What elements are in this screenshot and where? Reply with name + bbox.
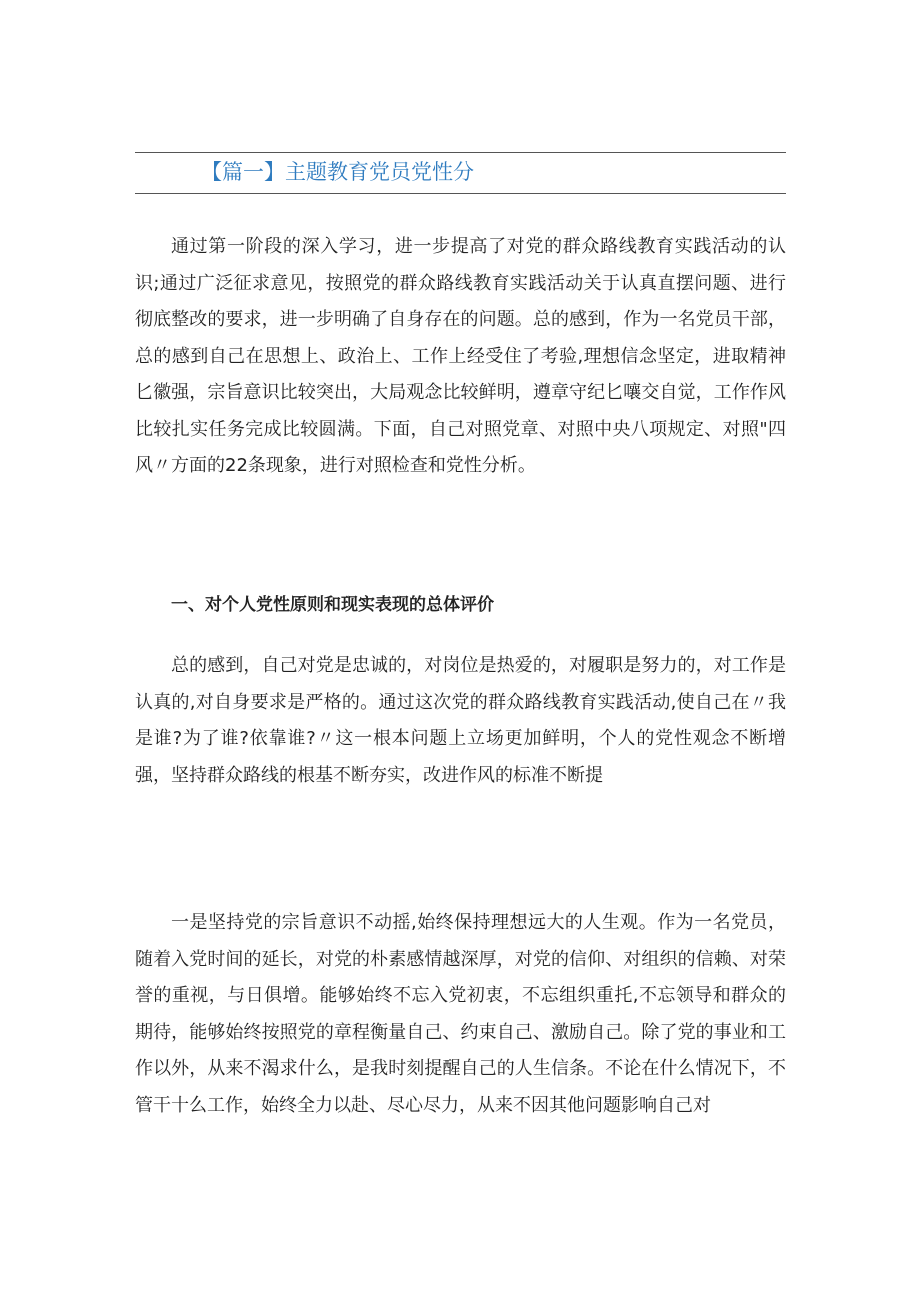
paragraph-evaluation: 总的感到，自己对党是忠诚的，对岗位是热爱的，对履职是努力的，对工作是认真的,对自身要求是严格的。通过这次党的群众路线教育实践活动,使自己在〃我是谁?为了谁?依靠谁?〃这一根本问题上立场更加鲜明，个人的党性观念不断增强，坚持群众路线的根基不断夯实，改进作风的标准不断提 <box>135 655 786 786</box>
paragraph-intro: 通过第一阶段的深入学习，进一步提高了对党的群众路线教育实践活动的认识;通过广泛征求意见，按照党的群众路线教育实践活动关于认真直摆问题、进行彻底整改的要求，进一步明确了自身存在的问题。总的感到，作为一名党员干部，总的感到自己在思想上、政治上、工作上经受住了考验,理想信念坚定，进取精神匕徽强，宗旨意识比较突出，大局观念比较鲜明，遵章守纪匕嚷交自觉，工作作风比较扎实任务完成比较圆满。下面，自己对照党章、对照中央八项规定、对照"四风〃方面的22条现象，进行对照检查和党性分析。 <box>135 236 786 476</box>
title-block <box>135 152 786 194</box>
paragraph-point-one: 一是坚持党的宗旨意识不动摇,始终保持理想远大的人生观。作为一名党员，随着入党时间的延长，对党的朴素感情越深厚，对党的信仰、对组织的信赖、对荣誉的重视，与日俱增。能够始终不忘入党初衷，不忘组织重托,不忘领导和群众的期待，能够始终按照党的章程衡量自己、约束自己、激励自己。除了党的事业和工作以外，从来不渴求什么，是我时刻提醒自己的人生信条。不论在什么情况下，不管干十么工作，始终全力以赴、尽心尽力，从来不因其他问题影响自己对 <box>135 912 786 1116</box>
section-heading: 一、对个人党性原则和现实表现的总体评价 <box>171 595 494 615</box>
document-title: 【篇一】主题教育党员党性分 <box>201 160 474 184</box>
